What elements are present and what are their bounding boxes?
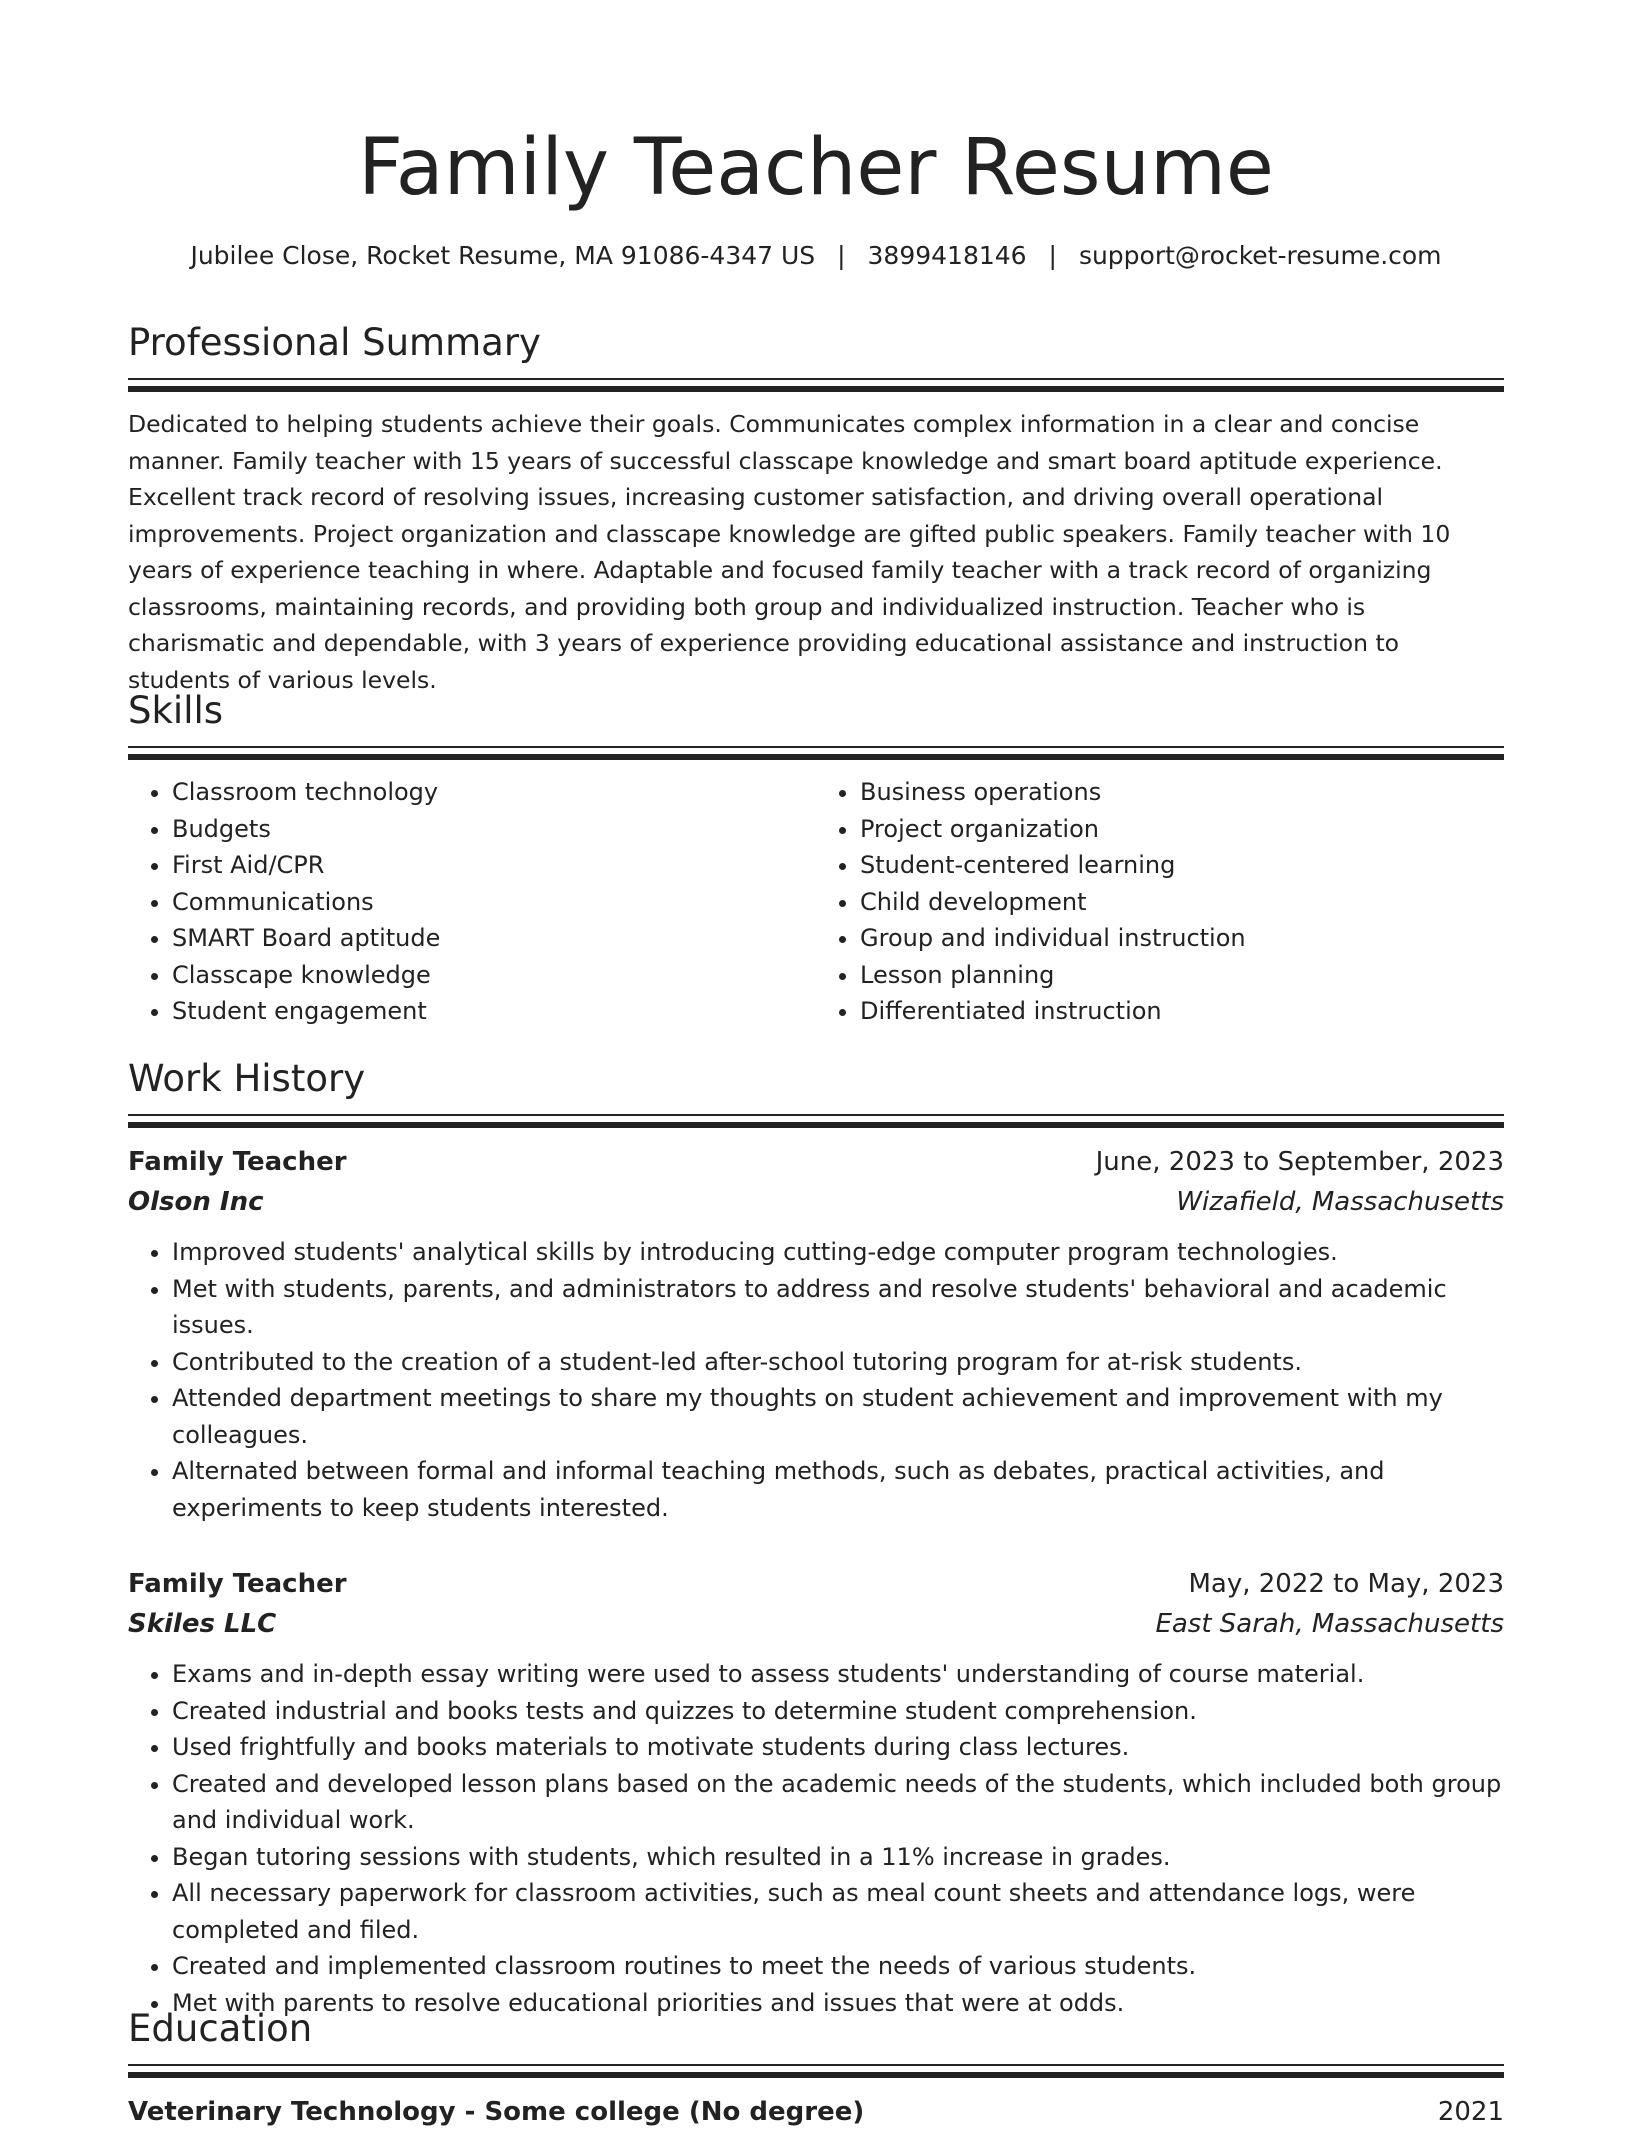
job-bullet: • Created and implemented classroom routines to meet the needs of various students.: [172, 1948, 1504, 1985]
skills-section: [128, 686, 1504, 1030]
section-divider: [128, 378, 1504, 380]
job-header: [128, 1142, 1504, 1182]
section-divider: [128, 1122, 1504, 1128]
job-title: Family Teacher: [128, 1147, 347, 1177]
job-header: [128, 1564, 1504, 1604]
contact-email: support@rocket-resume.com: [1078, 241, 1442, 270]
skills-heading: Skills: [128, 689, 224, 732]
job-bullets: [128, 1234, 1504, 1526]
section-divider: [128, 2064, 1504, 2066]
skill-item: • Lesson planning: [860, 957, 1504, 994]
job-dates: May, 2022 to May, 2023: [1188, 1569, 1504, 1599]
job-company: Skiles LLC: [128, 1609, 277, 1639]
job-bullet: • All necessary paperwork for classroom activities, such as meal count sheets and attendance logs, were completed and filed.: [172, 1875, 1504, 1948]
skills-columns: [128, 774, 1504, 1030]
skill-item: • Student engagement: [172, 993, 816, 1030]
job-entry: [128, 1564, 1504, 2021]
contact-phone: 3899418146: [867, 241, 1027, 270]
skill-item: • Student-centered learning: [860, 847, 1504, 884]
skill-item: • Project organization: [860, 811, 1504, 848]
job-bullet: • Met with students, parents, and administrators to address and resolve students' behavioral and academic issues.: [172, 1271, 1504, 1344]
section-divider: [128, 754, 1504, 760]
education-year: 2021: [1437, 2097, 1504, 2127]
job-spacer: [128, 1526, 1504, 1564]
job-dates: June, 2023 to September, 2023: [1095, 1147, 1504, 1177]
skill-item: • Classroom technology: [172, 774, 816, 811]
education-section: [128, 2004, 1504, 2132]
summary-text: Dedicated to helping students achieve their goals. Communicates complex information in a clear and concise manner. Family teacher with 15 years of successful classcape knowledge and smart board aptitude experience. Excellent track record of resolving issues, increasing customer satisfaction, and driving overall operational improvements. Project organization and classcape knowledge are gifted public speakers. Family teacher with 10 years of experience teaching in where. Adaptable and focused family teacher with a track record of organizing classrooms, maintaining records, and providing both group and individualized instruction. Teacher who is charismatic and dependable, with 3 years of experience providing educational assistance and instruction to students of various levels.: [128, 410, 1451, 694]
skill-item: • Group and individual instruction: [860, 920, 1504, 957]
section-divider: [128, 2072, 1504, 2078]
contact-separator: |: [837, 241, 846, 270]
job-bullet: • Contributed to the creation of a student-led after-school tutoring program for at-risk students.: [172, 1344, 1504, 1381]
job-location: Wizafield, Massachusetts: [1176, 1187, 1504, 1217]
contact-line: [128, 238, 1504, 274]
job-subheader: [128, 1182, 1504, 1222]
skill-item: • Business operations: [860, 774, 1504, 811]
section-divider: [128, 746, 1504, 748]
education-degree: Veterinary Technology - Some college (No degree): [128, 2097, 865, 2127]
education-entry: [128, 2092, 1504, 2132]
contact-separator: |: [1048, 241, 1057, 270]
work-section: [128, 1054, 1504, 2021]
skill-item: • Classcape knowledge: [172, 957, 816, 994]
job-bullet: • Created industrial and books tests and quizzes to determine student comprehension.: [172, 1693, 1504, 1730]
job-subheader: [128, 1604, 1504, 1644]
skill-item: • Communications: [172, 884, 816, 921]
skills-list-left: [128, 774, 816, 1030]
skill-item: • Child development: [860, 884, 1504, 921]
section-divider: [128, 1114, 1504, 1116]
skills-list-right: [816, 774, 1504, 1030]
job-bullet: • Alternated between formal and informal teaching methods, such as debates, practical activities, and experiments to keep students interested.: [172, 1453, 1504, 1526]
summary-heading: Professional Summary: [128, 321, 541, 364]
summary-section: [128, 318, 1504, 698]
job-bullet: • Met with parents to resolve educational priorities and issues that were at odds.: [172, 1985, 1504, 2022]
job-bullet: • Exams and in-depth essay writing were used to assess students' understanding of course material.: [172, 1656, 1504, 1693]
contact-address: Jubilee Close, Rocket Resume, MA 91086-4347 US: [190, 241, 816, 270]
job-entry: [128, 1142, 1504, 1526]
job-bullets: [128, 1656, 1504, 2021]
education-heading: Education: [128, 2007, 313, 2050]
section-divider: [128, 386, 1504, 392]
job-bullet: • Began tutoring sessions with students, which resulted in a 11% increase in grades.: [172, 1839, 1504, 1876]
page-title: Family Teacher Resume: [358, 123, 1274, 213]
job-bullet: • Used frightfully and books materials to motivate students during class lectures.: [172, 1729, 1504, 1766]
job-location: East Sarah, Massachusetts: [1155, 1609, 1504, 1639]
job-bullet: • Improved students' analytical skills by introducing cutting-edge computer program technologies.: [172, 1234, 1504, 1271]
skill-item: • SMART Board aptitude: [172, 920, 816, 957]
job-bullet: • Attended department meetings to share my thoughts on student achievement and improvement with my colleagues.: [172, 1380, 1504, 1453]
job-bullet: • Created and developed lesson plans based on the academic needs of the students, which included both group and individual work.: [172, 1766, 1504, 1839]
job-company: Olson Inc: [128, 1187, 264, 1217]
job-title: Family Teacher: [128, 1569, 347, 1599]
work-heading: Work History: [128, 1057, 366, 1100]
skill-item: • First Aid/CPR: [172, 847, 816, 884]
skill-item: • Differentiated instruction: [860, 993, 1504, 1030]
skill-item: • Budgets: [172, 811, 816, 848]
